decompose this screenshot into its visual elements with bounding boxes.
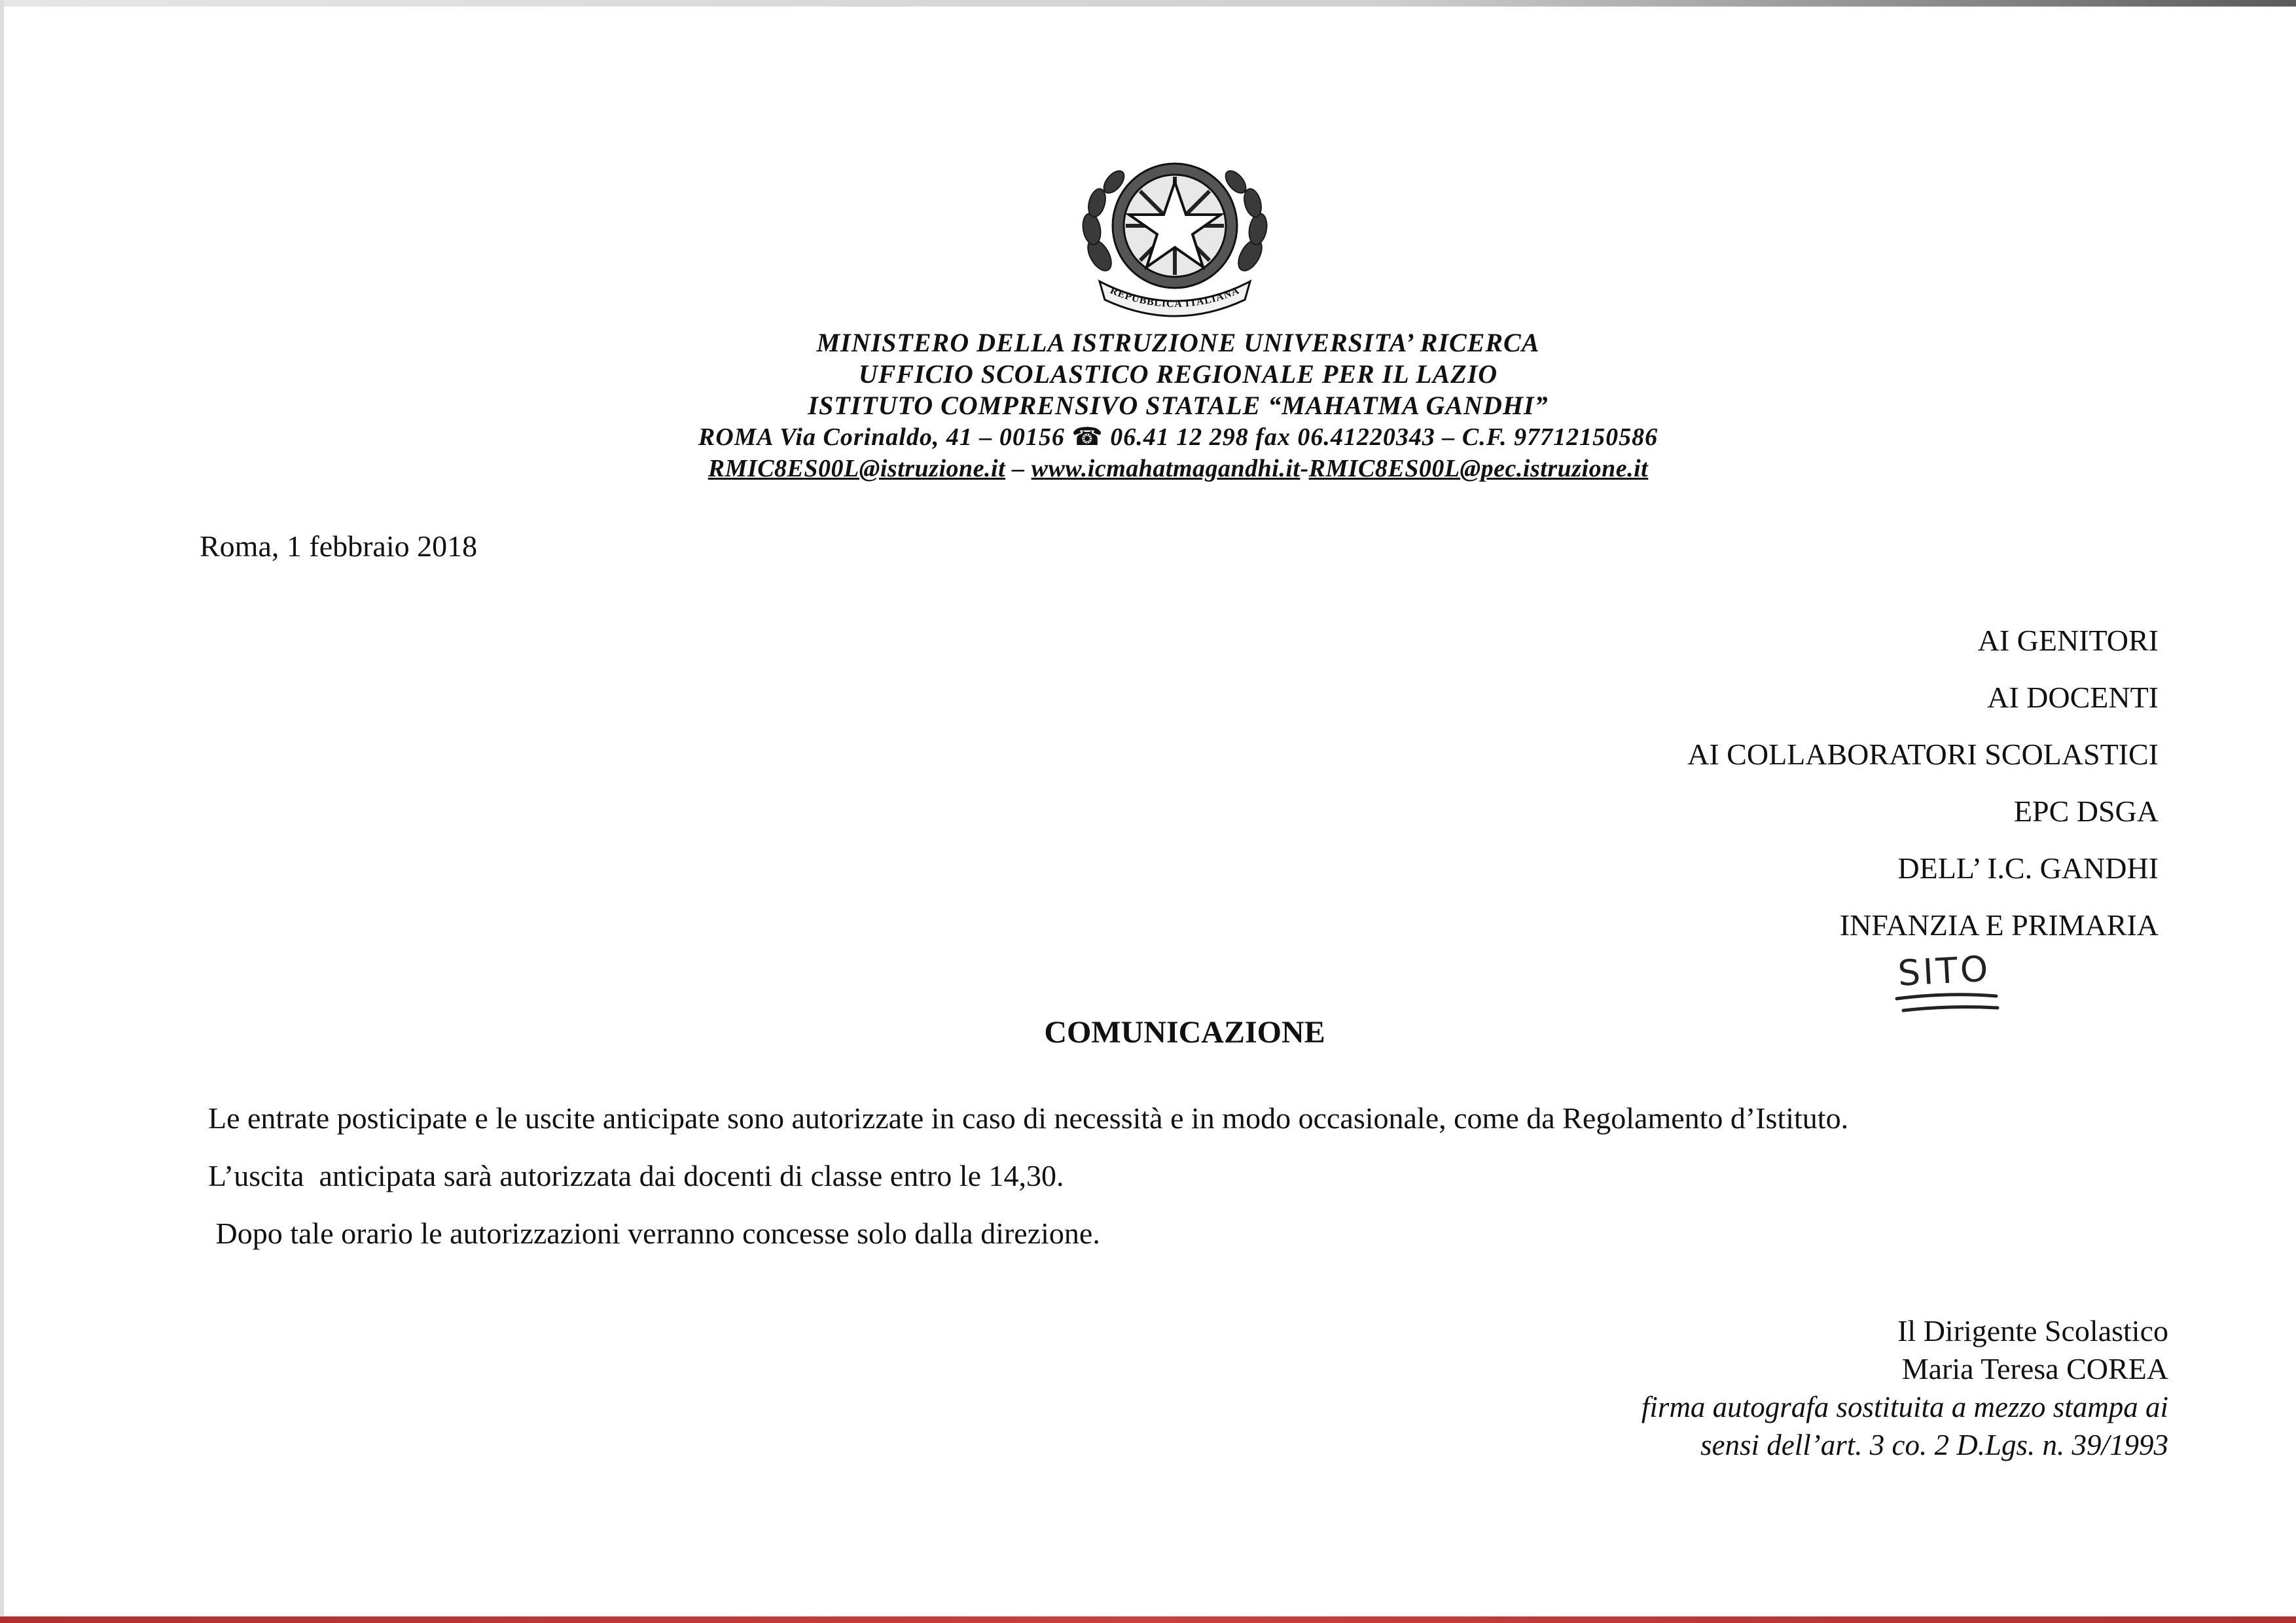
emblem-ribbon-text (1073, 157, 1276, 321)
website-link[interactable]: www.icmahatmagandhi.it (1031, 455, 1300, 482)
recipient-line: EPC DSGA (2013, 794, 2159, 828)
handwritten-sito-mark (1892, 942, 2003, 1027)
recipients-block (1687, 612, 2159, 954)
handwritten-sito-text: SITO (1897, 948, 1992, 994)
fax-and-tax-code: fax 06.41220343 – C.F. 97712150586 (1255, 423, 1659, 451)
communication-body (208, 1090, 2106, 1262)
links-line (511, 453, 1846, 484)
scan-edge-top (0, 0, 2296, 7)
regional-office-name: UFFICIO SCOLASTICO REGIONALE PER IL LAZIO (858, 359, 1498, 389)
contact-line (511, 421, 1846, 453)
signature-note-line: sensi dell’art. 3 co. 2 D.Lgs. n. 39/1993 (1700, 1429, 2168, 1461)
ministry-name: MINISTERO DELLA ISTRUZIONE UNIVERSITA’ RICERCA (816, 328, 1540, 357)
emblem-ribbon-label: REPUBBLICA ITALIANA (1108, 285, 1242, 310)
signer-name: Maria Teresa COREA (1901, 1352, 2168, 1385)
recipient-line: AI COLLABORATORI SCOLASTICI (1687, 738, 2159, 771)
institute-name: ISTITUTO COMPRENSIVO STATALE “MAHATMA GANDHI” (808, 391, 1549, 420)
signer-role: Il Dirigente Scolastico (1897, 1314, 2168, 1347)
pec-email-link[interactable]: RMIC8ES00L@pec.istruzione.it (1308, 455, 1649, 482)
links-separator: – (1005, 455, 1031, 482)
signature-block (1641, 1312, 2168, 1464)
body-paragraph: L’uscita anticipata sarà autorizzata dai docenti di classe entro le 14,30. (208, 1159, 1064, 1192)
recipient-line: INFANZIA E PRIMARIA (1839, 908, 2159, 942)
body-paragraph: Dopo tale orario le autorizzazioni verranno concesse solo dalla direzione. (208, 1217, 1100, 1250)
links-dash: - (1300, 455, 1309, 482)
phone-number: 06.41 12 298 (1110, 423, 1249, 451)
recipient-line: AI DOCENTI (1987, 681, 2159, 714)
email-link[interactable]: RMIC8ES00L@istruzione.it (708, 455, 1006, 482)
signature-note-line: firma autografa sostituita a mezzo stampa ai (1641, 1391, 2168, 1423)
scan-edge-bottom (0, 1616, 2296, 1623)
svg-text:REPUBBLICA ITALIANA (1109, 285, 1242, 310)
recipient-line: AI GENITORI (1977, 624, 2159, 657)
recipient-line: DELL’ I.C. GANDHI (1897, 851, 2159, 885)
scan-edge-left (0, 0, 4, 1623)
body-paragraph: Le entrate posticipate e le uscite anticipate sono autorizzate in caso di necessità e in modo occasionale, come da Regolamento d’Istituto. (208, 1101, 1849, 1135)
document-date: Roma, 1 febbraio 2018 (200, 529, 478, 563)
telephone-icon: ☎ (1071, 423, 1103, 451)
address: ROMA Via Corinaldo, 41 – 00156 (698, 423, 1065, 451)
document-title: COMUNICAZIONE (1044, 1015, 1325, 1050)
letterhead (511, 327, 1846, 484)
